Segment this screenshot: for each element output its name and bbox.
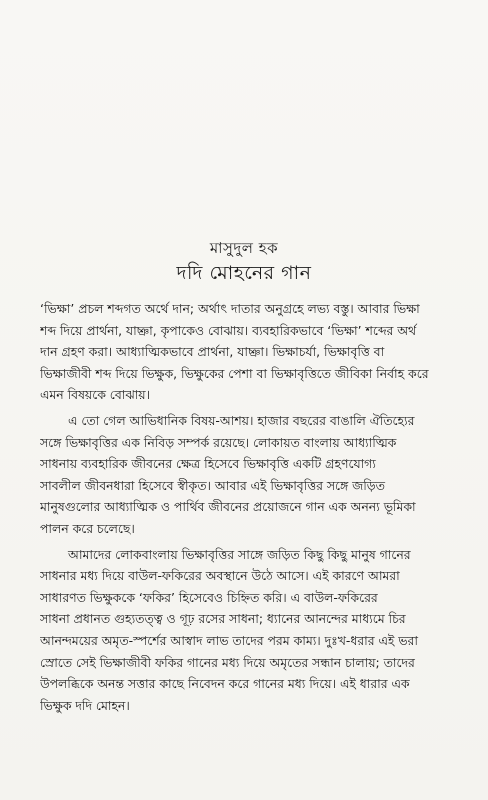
text-line: এমন বিষয়কে বোঝায়। <box>40 387 151 403</box>
text-line: সাধনা প্রধানত গুহ্যতত্ত্ব ও গূঢ় রসের সাধনা; ধ্যানের আনন্দের মাধ্যমে চির <box>40 611 406 627</box>
text-line: এ তো গেল আভিধানিক বিষয়-আশয়। হাজার বছরের বাঙালি ঐতিহ্যের <box>68 412 415 428</box>
text-line: দান গ্রহণ করা। আধ্যাত্মিকভাবে প্রার্থনা, যাচ্ঞা। ভিক্ষাচর্যা, ভিক্ষাবৃত্তি বা <box>40 344 385 360</box>
author-name: মাসুদুল হক <box>209 239 279 257</box>
text-line: আনন্দময়ের অমৃত-স্পর্শের আস্বাদ লাভ তাদের পরম কাম্য। দুঃখ-ধরার এই ভরা <box>40 632 418 648</box>
text-line: সাধারণত ভিক্ষুককে ‘ফকির’ হিসেবেও চিহ্নিত করি। এ বাউল-ফকিরের <box>40 589 378 605</box>
text-line: সঙ্গে ভিক্ষাবৃত্তির এক নিবিড় সম্পর্ক রয়েছে। লোকায়ত বাংলায় আধ্যাত্মিক <box>40 434 397 450</box>
text-line: শব্দ দিয়ে প্রার্থনা, যাচ্ঞা, কৃপাকেও বোঝায়। ব্যবহারিকভাবে ‘ভিক্ষা’ শব্দের অর্থ <box>40 322 417 338</box>
text-line: সাবলীল জীবনধারা হিসেবে স্বীকৃত। আবার এই ভিক্ষাবৃত্তির সঙ্গে জড়িত <box>40 477 385 493</box>
article-title: দদি মোহনের গান <box>176 262 312 284</box>
article-body <box>40 298 450 720</box>
paragraph-1 <box>40 298 450 406</box>
text-line: ‘ভিক্ষা’ প্রচল শব্দগত অর্থে দান; অর্থাৎ দাতার অনুগ্রহে লভ্য বস্তু। আবার ভিক্ষা <box>40 301 420 316</box>
text-line: ভিক্ষাজীবী শব্দ দিয়ে ভিক্ষুক, ভিক্ষুকের পেশা বা ভিক্ষাবৃত্তিতে জীবিকা নির্বাহ করে <box>40 365 429 381</box>
text-line: উপলব্ধিকে অনন্ত সত্তার কাছে নিবেদন করে গানের মধ্য দিয়ে। এই ধারার এক <box>40 676 410 692</box>
paragraph-3 <box>40 544 450 717</box>
text-line: পালন করে চলেছে। <box>40 520 135 536</box>
text-line: সাধনায় ব্যবহারিক জীবনের ক্ষেত্র হিসেবে ভিক্ষাবৃত্তি একটি গ্রহণযোগ্য <box>40 456 376 472</box>
text-line: মানুষগুলোর আধ্যাত্মিক ও পার্থিব জীবনের প্রয়োজনে গান এক অনন্য ভূমিকা <box>40 499 416 515</box>
text-line: ভিক্ষুক দদি মোহন। <box>40 697 130 713</box>
text-line: আমাদের লোকবাংলায় ভিক্ষাবৃত্তির সাঙ্গে জড়িত কিছু কিছু মানুষ গানের <box>68 546 411 562</box>
text-line: সাধনার মধ্য দিয়ে বাউল-ফকিরের অবস্থানে উঠে আসে। এই কারণে আমরা <box>40 568 400 584</box>
paragraph-2 <box>40 410 450 540</box>
text-line: স্রোতে সেই ভিক্ষাজীবী ফকির গানের মধ্য দিয়ে অমৃতের সন্ধান চালায়; তাদের <box>40 654 415 670</box>
